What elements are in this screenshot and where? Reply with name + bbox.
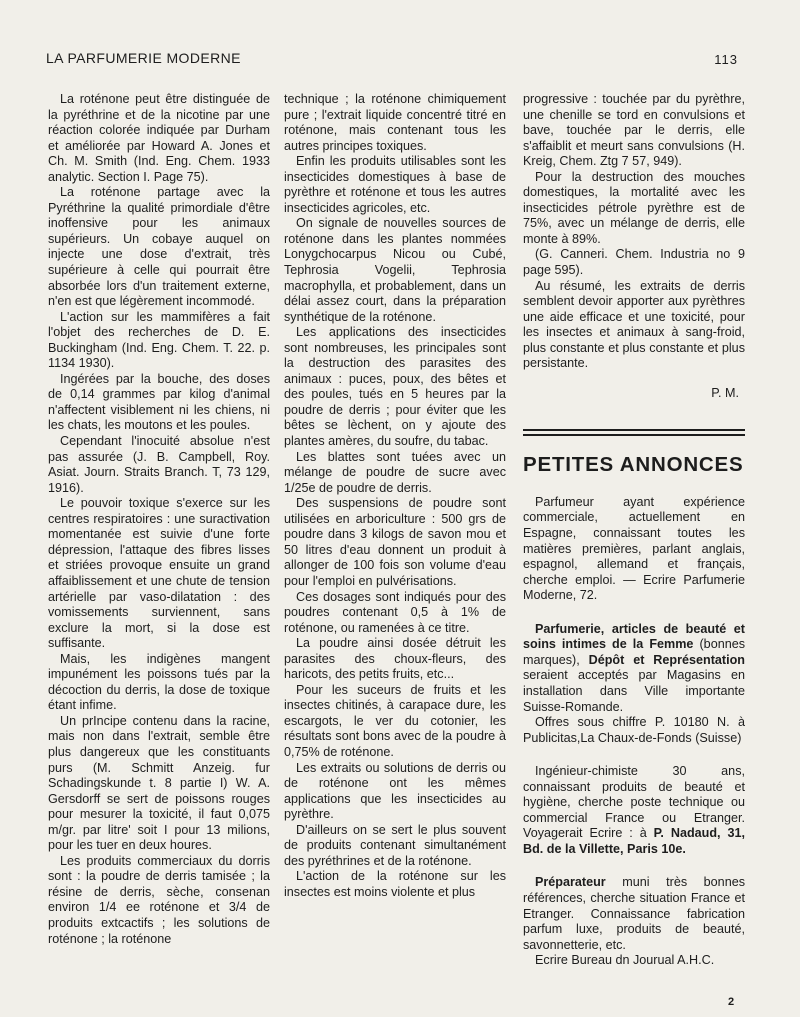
ad-text: Ecrire Bureau dn Jourual A.H.C.	[535, 953, 715, 968]
ad-text: Offres sous chiffre P. 10180 N. à Publicitas,La Chaux-de-Fonds (Suisse)	[523, 715, 745, 745]
column-3	[523, 92, 745, 969]
section-title: PETITES ANNONCES	[523, 453, 744, 477]
paragraph: Enfin les produits utilisables sont les insecticides domestiques à base de pyrèthre et roténone et tous les autres insecticides agricoles, etc.	[284, 154, 506, 215]
paragraph: Pour la destruction des mouches domestiques, la mortalité avec les insecticides pétrole pyrèthre est de 75%, avec un mélange de derris, elle monte à 89%.	[523, 169, 745, 246]
paragraph: Les extraits ou solutions de derris ou de roténone ont les mêmes applications que les insecticides au pyrèthre.	[284, 760, 506, 822]
section-divider	[523, 429, 745, 439]
paragraph: (G. Canneri. Chem. Industria no 9 page 595).	[523, 247, 745, 278]
sheet-number: 2	[728, 996, 735, 1008]
paragraph: Pour les suceurs de fruits et les insectes chitinés, à carapace dure, les escargots, le ver du cotonier, les résultats sont bons avec de la poudre à 0,75% de roténone.	[284, 682, 506, 759]
ad-bold-text: P. Nadaud, 31, Bd. de la Villette, Paris 10e.	[523, 826, 745, 856]
ad-text: Parfumeur ayant expérience commerciale, actuellement en Espagne, connaissant toutes les matières premières, parlant anglais, espagnol, allemand et français, cherche emploi. — Ecrire Parfumerie Moderne, 72.	[523, 494, 745, 603]
paragraph: Les blattes sont tuées avec un mélange de poudre de sucre avec 1/25e de poudre de derris.	[284, 449, 506, 495]
paragraph: Les applications des insecticides sont nombreuses, les principales sont la destruction des parasites des animaux : puces, poux, des bêtes et des poules, tués en 5 heures par la poudre de derris ; pour éviter que les bêtes se lèchent, on y ajoute des plantes amères, du soufre, du tabac.	[284, 325, 506, 449]
column-1	[48, 92, 270, 947]
paragraph: Ingérées par la bouche, des doses de 0,14 grammes par kilog d'animal n'affectent visiblement ni les chiens, ni les chats, les moutons et les poules.	[48, 371, 270, 433]
ad-text	[523, 764, 745, 857]
paragraph: D'ailleurs on se sert le plus souvent de produits contenant simultanément des pyréthrines et de la roténone.	[284, 822, 506, 868]
paragraph: La roténone partage avec la Pyréthrine la qualité primordiale d'être inoffensive pour les animaux supérieurs. Un cobaye auquel on injecte une dose d'extrait, très supérieure à celle qui pourrait être absorbée lors d'un traitement externe, n'en est que légèrement incommodé.	[48, 185, 270, 309]
paragraph: progressive : touchée par du pyrèthre, une chenille se tord en convulsions et bave, touchée par le derris, elle s'affaiblit et meurt sans convulsions (H. Kreig, Chem. Ztg 7 57, 949).	[523, 92, 745, 169]
ad-inline-text: muni très bonnes références, cherche situation France et Etranger. Connaissance fabrication parfum luxe, produits de beauté, savonnetterie, etc.	[523, 875, 745, 952]
classified-ad	[523, 495, 745, 604]
classified-ad	[523, 875, 745, 968]
paragraph: Les produits commerciaux du dorris sont : la poudre de derris tamisée ; la résine de derris, sèche, consenan environ 1/4 ee roténone et 3/4 de produits extcactifs ; les solutions de roténone ; la roténone	[48, 853, 270, 946]
author-signature: P. M.	[711, 385, 739, 400]
paragraph: technique ; la roténone chimiquement pure ; l'extrait liquide concentré titré en roténone, mais contenant tous les autres principes toxiques.	[284, 92, 506, 153]
ad-bold-text: Dépôt et Représentation	[588, 652, 745, 667]
paragraph: Au résumé, les extraits de derris semblent devoir apporter aux pyrèthres une aide efficace et une toxicité, pour les insectes et animaux à sang-froid, plus constante et plus constante et plus persistante.	[523, 278, 745, 371]
paragraph: Ces dosages sont indiqués pour des poudres contenant 0,5 à 1% de roténone, ou ramenées à ce titre.	[284, 589, 506, 635]
ad-inline-text: Ingénieur-chimiste 30 ans, connaissant produits de beauté et hygiène, cherche poste technique ou commercial France ou Etranger. Voyagerait Ecrire : à	[523, 764, 745, 841]
paragraph: Mais, les indigènes mangent impunément les poissons tués par la décoction du derris, la dose de toxique étant infime.	[48, 651, 270, 713]
ad-inline-text: (bonnes marques),	[523, 637, 746, 667]
paragraph: Le pouvoir toxique s'exerce sur les centres respiratoires : une suractivation momentanée est suivie d'une forte dépression, l'attaque des fibres lisses et striées provoque ensuite un grand affaiblissement et une chute de tension artérielle par vaso-dilatation : des vomissements surviennent, sans exclure la mort, si la dose est suffisante.	[48, 496, 270, 651]
ad-text	[523, 875, 745, 953]
paragraph: Un prIncipe contenu dans la racine, mais non dans l'extrait, semble être plus dangereux que les constituants purs (M. Schmitt Anzeig. fur Schadingskunde t. 8 partie I) W. A. Gersdorff se sert de poissons rouges pour mesurer la toxicité, il faut 0,075 m/gr. par litre' soit I pour 13 milions, pour les tuer en deux houres.	[48, 713, 270, 853]
ad-bold-text: Parfumerie, articles de beauté et soins intimes de la Femme	[523, 621, 745, 652]
divider-rule	[523, 434, 745, 439]
page-number: 113	[714, 52, 738, 67]
paragraph: Des suspensions de poudre sont utilisées en arboriculture : 500 grs de poudre dans 3 kilogs de savon mou et 50 litres d'eau donnent un produit à allonger de 100 fois son volume d'eau pour l'emploi en pulvérisations.	[284, 496, 506, 588]
paragraph: Cependant l'inocuité absolue n'est pas assurée (J. B. Campbell, Roy. Asiat. Journ. Straits Branch. T, 73 129, 1916).	[48, 434, 270, 495]
classified-ad	[523, 622, 745, 746]
running-title: LA PARFUMERIE MODERNE	[46, 50, 241, 66]
ad-text	[523, 622, 745, 715]
page-header	[46, 50, 738, 68]
paragraph: La poudre ainsi dosée détruit les parasites des choux-fleurs, des haricots, des petits fruits, etc...	[284, 636, 506, 682]
paragraph: On signale de nouvelles sources de roténone dans les plantes nommées Lonygchocarpus Nicou ou Cubé, Tephrosia Vogelii, Tephrosia macrophylla, et probablement, dans un délai assez court, dans la préparation synthétique de la roténone.	[284, 216, 506, 324]
paragraph: La roténone peut être distinguée de la pyréthrine et de la nicotine par une réaction colorée indiquée par Durham et améliorée par Howard A. Jones et Ch. M. Smith (Ind. Eng. Chem. 1933 analytic. Section I. Page 75).	[48, 92, 270, 184]
column-2	[284, 92, 506, 900]
ad-bold-text: Préparateur	[535, 875, 606, 890]
ad-inline-text: seraient acceptés par Magasins en installation dans Ville importante Suisse-Romande.	[523, 668, 745, 714]
paragraph: L'action sur les mammifères a fait l'objet des recherches de D. E. Buckingham (Ind. Eng. Chem. T. 22. p. 1134 1930).	[48, 309, 270, 371]
classified-ad	[523, 764, 745, 857]
paragraph: L'action de la roténone sur les insectes est moins violente et plus	[284, 869, 506, 899]
